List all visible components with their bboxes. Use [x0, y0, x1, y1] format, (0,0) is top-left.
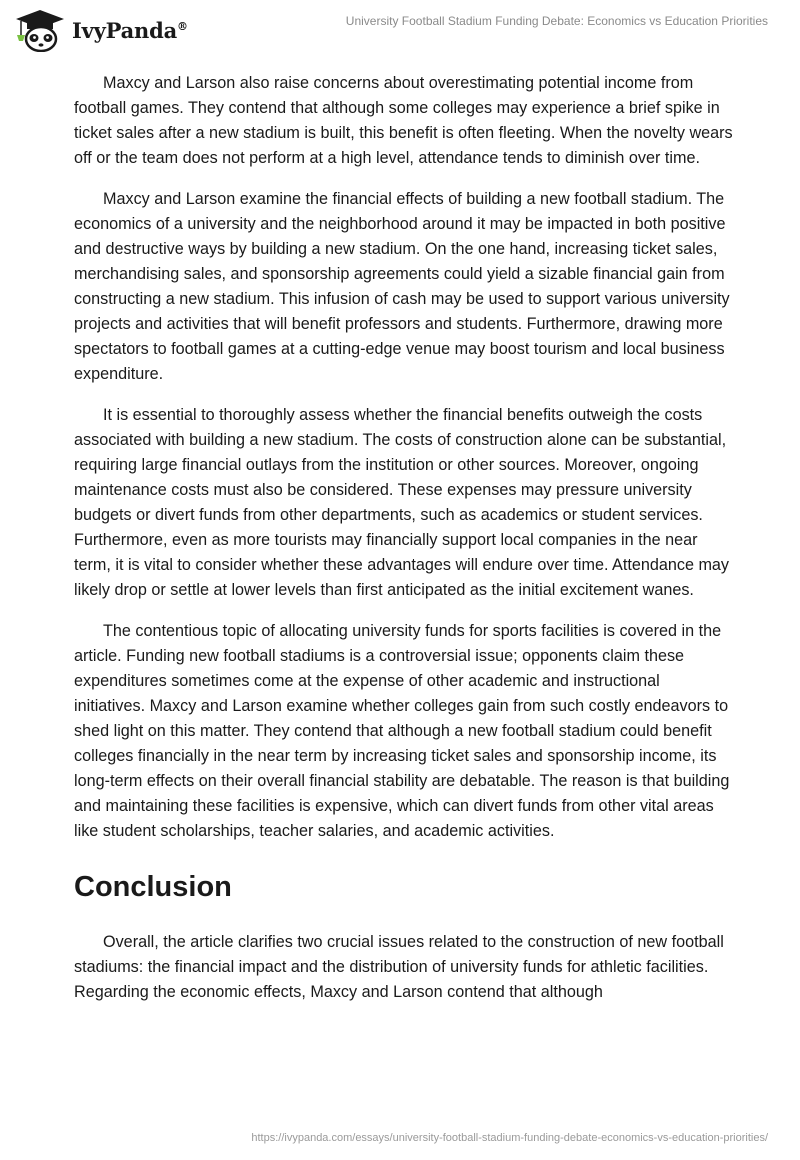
- conclusion-heading: Conclusion: [74, 871, 232, 903]
- page-header: [0, 0, 800, 60]
- logo-wordmark: IvyPanda®: [72, 17, 188, 43]
- registered-mark: ®: [177, 19, 188, 33]
- body-paragraph-2: Maxcy and Larson examine the financial effects of building a new football stadium. The economics of a university and the neighborhood around it may be impacted in both positive and destructive ways by building a new stadium. On the one hand, increasing ticket sales, merchandising sales, and sponsorship agreements could yield a sizable financial gain from constructing a new stadium. This infusion of cash may be used to support various university projects and activities that will benefit professors and students. Furthermore, drawing more spectators to football games at a cutting-edge venue may boost tourism and local business expenditure.: [74, 190, 730, 383]
- article-body: [74, 71, 734, 1021]
- site-logo[interactable]: [14, 8, 188, 52]
- panda-graduation-cap-icon: [14, 8, 66, 52]
- body-paragraph-3: It is essential to thoroughly assess whether the financial benefits outweigh the costs associated with building a new stadium. The costs of construction alone can be substantial, requiring large financial outlays from the institution or other sources. Moreover, ongoing maintenance costs must also be considered. These expenses may pressure university budgets or divert funds from other departments, such as academics or student services. Furthermore, even as more tourists may financially support local companies in the near term, it is vital to consider whether these advantages will endure over time. Attendance may likely drop or settle at lower levels than first anticipated as the initial excitement wanes.: [74, 406, 730, 599]
- body-paragraph-1: Maxcy and Larson also raise concerns about overestimating potential income from football games. They contend that although some colleges may experience a brief spike in ticket sales after a new stadium is built, this benefit is often fleeting. When the novelty wears off or the team does not perform at a high level, attendance tends to diminish over time.: [74, 74, 733, 167]
- conclusion-paragraph: Overall, the article clarifies two crucial issues related to the construction of new football stadiums: the financial impact and the distribution of university funds for athletic facilities. Regarding the economic effects, Maxcy and Larson contend that although: [74, 933, 724, 1001]
- source-url[interactable]: https://ivypanda.com/essays/university-football-stadium-funding-debate-economics-vs-education-priorities/: [251, 1132, 768, 1144]
- body-paragraph-4: The contentious topic of allocating university funds for sports facilities is covered in the article. Funding new football stadiums is a controversial issue; opponents claim these expenditures sometimes come at the expense of other academic and instructional initiatives. Maxcy and Larson examine whether colleges gain from such costly endeavors to shed light on this matter. They contend that although a new football stadium could benefit colleges financially in the near term by increasing ticket sales and sponsorship income, its long-term effects on their overall financial stability are debatable. The reason is that building and maintaining these facilities is expensive, which can divert funds from other vital areas like student scholarships, teacher salaries, and academic activities.: [74, 622, 730, 840]
- document-title: University Football Stadium Funding Debate: Economics vs Education Priorities: [345, 14, 768, 28]
